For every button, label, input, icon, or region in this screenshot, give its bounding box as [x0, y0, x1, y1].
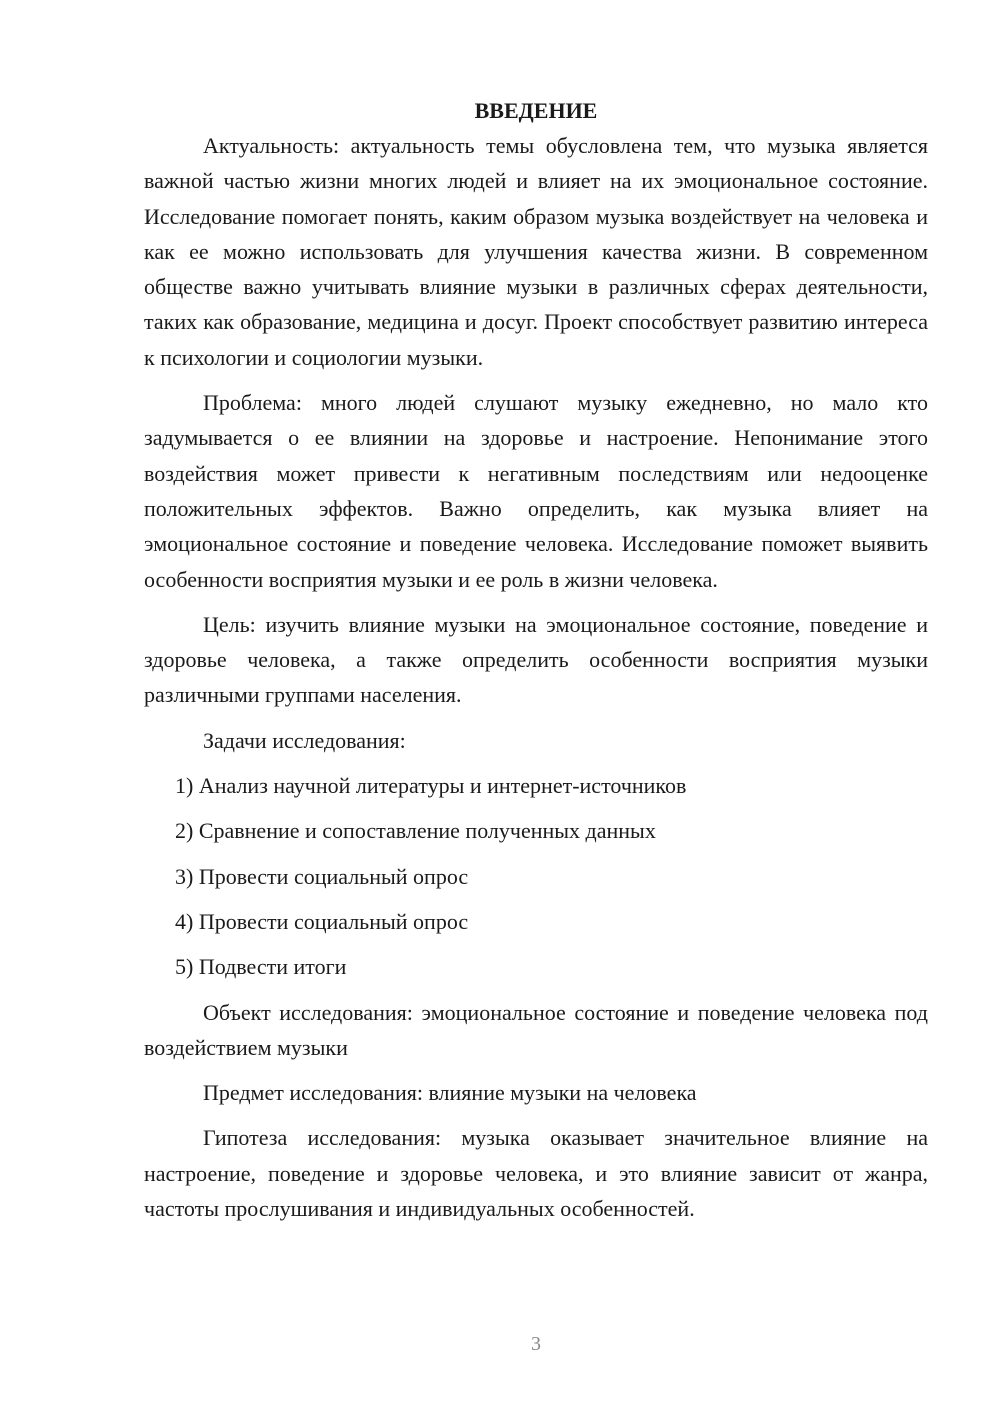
document-page	[144, 95, 928, 1236]
task-item: 4) Провести социальный опрос	[175, 908, 469, 934]
tasks-heading: Задачи исследования:	[203, 727, 406, 753]
task-item: 3) Провести социальный опрос	[175, 863, 469, 889]
problem-paragraph: Проблема: много людей слушают музыку ежедневно, но мало кто задумывается о ее влиянии на здоровье и настроение. Непонимание этого воздействия может привести к негативным последствиям или недооценке положительных эффектов. Важно определить, как музыка влияет на эмоциональное состояние и поведение человека. Исследование поможет выявить особенности восприятия музыки и ее роль в жизни человека.	[144, 390, 928, 592]
task-item: 2) Сравнение и сопоставление полученных данных	[175, 818, 656, 844]
tasks-list	[144, 768, 928, 984]
goal-paragraph: Цель: изучить влияние музыки на эмоциональное состояние, поведение и здоровье человека, а также определить особенности восприятия музыки различными группами населения.	[144, 611, 928, 708]
task-item: 5) Подвести итоги	[175, 954, 347, 980]
page-title: ВВЕДЕНИЕ	[474, 98, 598, 123]
hypothesis-paragraph: Гипотеза исследования: музыка оказывает значительное влияние на настроение, поведение и здоровье человека, и это влияние зависит от жанра, частоты прослушивания и индивидуальных особенностей.	[144, 1125, 928, 1222]
task-item: 1) Анализ научной литературы и интернет-источников	[175, 773, 687, 799]
relevance-paragraph: Актуальность: актуальность темы обусловлена тем, что музыка является важной частью жизни многих людей и влияет на их эмоциональное состояние. Исследование помогает понять, каким образом музыка воздействует на человека и как ее можно использовать для улучшения качества жизни. В современном обществе важно учитывать влияние музыки в различных сферах деятельности, таких как образование, медицина и досуг. Проект способствует развитию интереса к психологии и социологии музыки.	[144, 133, 928, 370]
object-paragraph: Объект исследования: эмоциональное состояние и поведение человека под воздействием музыки	[144, 999, 928, 1060]
subject-paragraph: Предмет исследования: влияние музыки на человека	[203, 1080, 697, 1106]
page-number: 3	[531, 1333, 541, 1355]
